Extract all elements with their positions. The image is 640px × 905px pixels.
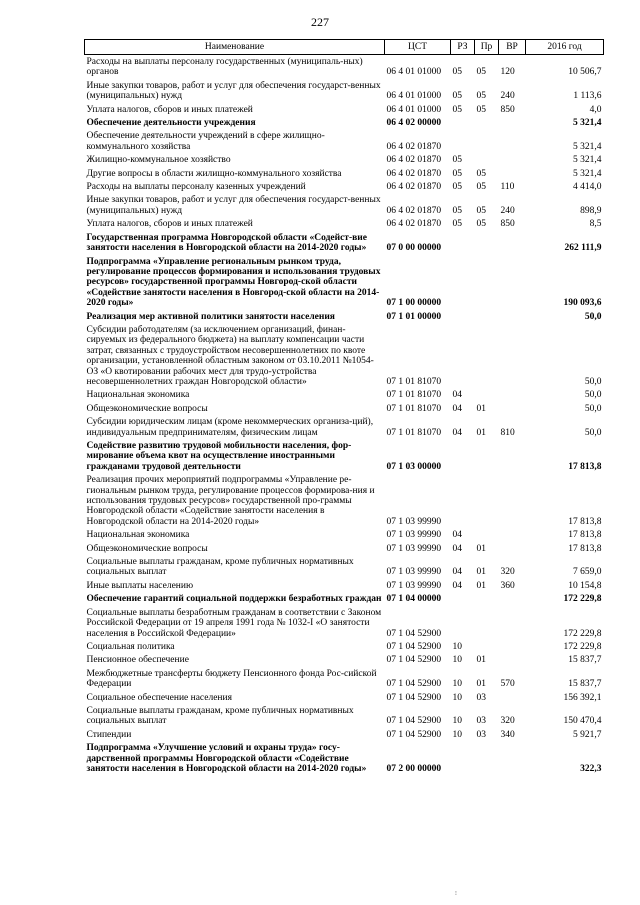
row-cst: 07 1 04 52900 (386, 729, 442, 740)
row-cst: 06 4 01 01000 (386, 104, 442, 115)
row-name: Социальные выплаты гражданам, кроме публичных нормативных социальных выплат (86, 557, 354, 578)
row-name: Субсидии работодателям (за исключением организаций, финан-сируемых из федерального бюджета) на выплату компенсации части затрат, связанных с трудоустройством несовершеннолетних по квоте организации, установленной областным законом от 03.10.2011 №1054-ОЗ «О квотировании рабочих мест для трудо-устройства несовершеннолетних граждан Новгородской области» (86, 324, 374, 387)
table-row (85, 323, 604, 388)
row-pr: 01 (476, 403, 486, 414)
row-rz (451, 323, 475, 388)
row-vr (499, 153, 526, 166)
row-pr: 01 (476, 543, 486, 554)
row-sum: 8,5 (589, 219, 602, 230)
row-pr: 05 (476, 67, 486, 78)
row-name: Социальная политика (86, 641, 175, 652)
row-sum: 5 321,4 (573, 118, 602, 129)
row-sum: 50,0 (584, 403, 602, 414)
row-name: Национальная экономика (86, 390, 190, 401)
row-vr: 320 (500, 716, 515, 727)
row-cst: 07 1 03 99990 (386, 530, 442, 541)
row-pr (475, 255, 499, 310)
table-row (85, 180, 604, 193)
row-pr (475, 310, 499, 323)
row-sum: 17 813,8 (568, 530, 602, 541)
row-rz: 04 (452, 427, 462, 438)
row-sum: 1 113,6 (573, 91, 602, 102)
table-row (85, 415, 604, 439)
row-cst: 07 1 01 81070 (386, 403, 442, 414)
table-row (85, 592, 604, 605)
row-sum: 4 414,0 (573, 182, 602, 193)
row-rz: 05 (452, 205, 462, 216)
row-rz: 04 (452, 390, 462, 401)
row-vr (499, 402, 526, 415)
row-name: Реализация прочих мероприятий подпрограммы «Управление ре-гиональным рынком труда, регулирование процессов формирова-ния и использования трудовых ресурсов» государственной про-граммы Новгородской области «Содействие занятости населения в Новгородской области на 2014-2020 годы» (86, 475, 375, 527)
row-rz (451, 231, 475, 255)
row-sum: 15 837,7 (568, 655, 602, 666)
row-rz: 05 (452, 219, 462, 230)
row-rz: 10 (452, 692, 462, 703)
table-row (85, 103, 604, 116)
row-name: Расходы на выплаты персоналу казенных учреждений (86, 182, 306, 193)
row-pr: 05 (476, 182, 486, 193)
row-vr: 850 (500, 219, 515, 230)
row-cst: 06 4 02 01870 (386, 168, 442, 179)
row-vr: 810 (500, 427, 515, 438)
table-row (85, 55, 604, 79)
row-sum: 50,0 (584, 376, 602, 387)
table-row (85, 116, 604, 129)
row-rz: 10 (452, 655, 462, 666)
row-sum: 190 093,6 (563, 298, 602, 309)
table-row (85, 579, 604, 592)
row-cst: 07 0 00 00000 (386, 243, 442, 254)
row-pr (475, 153, 499, 166)
row-vr (499, 691, 526, 704)
row-pr: 01 (476, 567, 486, 578)
table-row (85, 310, 604, 323)
row-name: Субсидии юридическим лицам (кроме некоммерческих организа-ций), индивидуальным предпринимателям, физическим лицам (86, 417, 374, 438)
page-number: 227 (311, 15, 329, 29)
row-pr: 01 (476, 679, 486, 690)
table-row (85, 640, 604, 653)
row-cst: 07 1 04 52900 (386, 641, 442, 652)
table-row (85, 728, 604, 741)
row-cst: 07 1 01 81070 (386, 427, 442, 438)
row-pr: 05 (476, 104, 486, 115)
row-rz: 05 (452, 182, 462, 193)
row-vr: 240 (500, 205, 515, 216)
table-row (85, 402, 604, 415)
row-sum: 172 229,8 (563, 628, 602, 639)
table-row (85, 653, 604, 666)
row-cst: 07 2 00 00000 (386, 763, 442, 774)
row-name: Содействие развитию трудовой мобильности населения, фор-мирование объема квот на осуществление иностранными гражданами трудовой деятельности (86, 441, 352, 472)
row-cst: 07 1 01 81070 (386, 390, 442, 401)
row-pr (475, 388, 499, 401)
row-pr (475, 741, 499, 775)
table-row (85, 231, 604, 255)
row-sum: 898,9 (580, 205, 602, 216)
row-pr: 05 (476, 205, 486, 216)
row-cst: 06 4 01 01000 (386, 67, 442, 78)
row-pr: 01 (476, 655, 486, 666)
header-vr: ВР (499, 40, 526, 55)
row-rz: 10 (452, 729, 462, 740)
row-vr (499, 231, 526, 255)
row-name: Пенсионное обеспечение (86, 655, 189, 666)
row-sum: 50,0 (584, 427, 602, 438)
row-rz: 05 (452, 104, 462, 115)
row-sum: 5 921,7 (573, 729, 602, 740)
row-pr: 03 (476, 729, 486, 740)
row-name: Социальные выплаты безработным гражданам в соответствии с Законом Российской Федерации от 19 апреля 1991 года № 1032-I «О занятости населения в Российской Федерации» (86, 607, 382, 639)
row-rz (451, 592, 475, 605)
row-pr (475, 592, 499, 605)
row-name: Государственная программа Новгородской области «Содейст-вие занятости населения в Новгородской области на 2014-2020 годы» (86, 232, 367, 254)
row-cst: 07 1 03 99990 (386, 580, 442, 591)
row-rz: 04 (452, 543, 462, 554)
row-sum: 17 813,8 (568, 461, 602, 472)
row-vr (499, 439, 526, 473)
header-year: 2016 год (526, 40, 604, 55)
row-name: Уплата налогов, сборов и иных платежей (86, 104, 253, 115)
row-rz: 05 (452, 91, 462, 102)
row-vr (499, 606, 526, 640)
footer-mark: ⁝ (455, 891, 457, 897)
row-pr (475, 129, 499, 153)
row-cst: 07 1 01 00000 (386, 311, 442, 322)
header-cst: ЦСТ (385, 40, 451, 55)
row-cst: 07 1 04 52900 (386, 692, 442, 703)
row-vr: 850 (500, 104, 515, 115)
row-vr: 340 (500, 729, 515, 740)
table-row (85, 473, 604, 528)
row-sum: 15 837,7 (568, 679, 602, 690)
table-row (85, 255, 604, 310)
table-row (85, 555, 604, 579)
row-rz: 05 (452, 155, 462, 166)
table-row (85, 153, 604, 166)
row-name: Межбюджетные трансферты бюджету Пенсионного фонда Рос-сийской Федерации (86, 668, 377, 690)
row-cst: 06 4 02 01870 (386, 155, 442, 166)
row-vr: 320 (500, 567, 515, 578)
row-cst: 07 1 01 81070 (386, 376, 442, 387)
row-rz: 10 (452, 716, 462, 727)
row-rz: 10 (452, 679, 462, 690)
row-sum: 7 659,0 (573, 567, 602, 578)
row-name: Общеэкономические вопросы (86, 403, 208, 414)
row-sum: 172 229,8 (563, 594, 602, 605)
row-vr (499, 388, 526, 401)
row-rz (451, 129, 475, 153)
row-vr: 360 (500, 580, 515, 591)
row-pr: 01 (476, 580, 486, 591)
row-rz (451, 741, 475, 775)
row-sum: 5 321,4 (573, 155, 602, 166)
row-sum: 50,0 (584, 390, 602, 401)
row-pr (475, 439, 499, 473)
row-vr (499, 167, 526, 180)
row-cst: 06 4 02 01870 (386, 205, 442, 216)
table-row (85, 528, 604, 541)
budget-table (84, 39, 604, 775)
row-cst: 07 1 04 52900 (386, 716, 442, 727)
row-pr (475, 323, 499, 388)
row-sum: 5 321,4 (573, 141, 602, 152)
row-vr (499, 323, 526, 388)
header-pr: Пр (475, 40, 499, 55)
row-cst: 06 4 02 01870 (386, 219, 442, 230)
table-row (85, 79, 604, 103)
row-vr: 570 (500, 679, 515, 690)
row-sum: 17 813,8 (568, 516, 602, 527)
table-row (85, 741, 604, 775)
row-pr: 05 (476, 168, 486, 179)
row-rz (451, 116, 475, 129)
row-rz: 05 (452, 67, 462, 78)
row-rz: 04 (452, 567, 462, 578)
row-cst: 07 1 04 00000 (386, 594, 442, 605)
row-cst: 06 4 01 01000 (386, 91, 442, 102)
row-vr (499, 542, 526, 555)
row-cst: 07 1 04 52900 (386, 679, 442, 690)
row-vr (499, 255, 526, 310)
row-sum: 150 470,4 (563, 716, 602, 727)
row-name: Другие вопросы в области жилищно-коммунального хозяйства (86, 168, 342, 179)
row-pr (475, 640, 499, 653)
row-pr (475, 606, 499, 640)
row-rz: 04 (452, 530, 462, 541)
row-pr: 03 (476, 692, 486, 703)
row-cst: 06 4 02 01870 (386, 141, 442, 152)
row-sum: 322,3 (580, 763, 602, 774)
table-row (85, 217, 604, 230)
table-row (85, 691, 604, 704)
row-cst: 07 1 04 52900 (386, 628, 442, 639)
row-pr (475, 116, 499, 129)
table-row (85, 667, 604, 691)
row-sum: 5 321,4 (573, 168, 602, 179)
row-vr: 110 (500, 182, 515, 193)
row-sum: 10 506,7 (568, 67, 602, 78)
row-rz: 04 (452, 580, 462, 591)
row-name: Социальные выплаты гражданам, кроме публичных нормативных социальных выплат (86, 705, 354, 727)
row-vr (499, 592, 526, 605)
row-pr (475, 528, 499, 541)
row-sum: 156 392,1 (563, 692, 602, 703)
row-name: Национальная экономика (86, 530, 190, 541)
row-cst: 07 1 03 99990 (386, 543, 442, 554)
row-name: Расходы на выплаты персоналу государственных (муниципаль-ных) органов (86, 57, 363, 78)
row-vr (499, 310, 526, 323)
table-row (85, 439, 604, 473)
row-rz (451, 310, 475, 323)
table-row (85, 388, 604, 401)
row-vr (499, 741, 526, 775)
table-row (85, 129, 604, 153)
row-name: Жилищно-коммунальное хозяйство (86, 155, 231, 166)
row-name: Реализация мер активной политики занятости населения (86, 311, 335, 322)
header-rz: РЗ (451, 40, 475, 55)
row-rz: 04 (452, 403, 462, 414)
row-cst: 06 4 02 01870 (386, 182, 442, 193)
row-vr (499, 653, 526, 666)
row-rz (451, 473, 475, 528)
row-name: Иные выплаты населению (86, 580, 194, 591)
table-row (85, 704, 604, 728)
row-cst: 07 1 03 99990 (386, 516, 442, 527)
row-name: Обеспечение гарантий социальной поддержки безработных граждан (86, 594, 382, 605)
row-name: Подпрограмма «Управление региональным рынком труда, регулирование процессов формирования и использования трудовых ресурсов» государственной программы Новгород-ской области «Содействие занятости населения в Новгород-ской области на 2014-2020 годы» (86, 256, 381, 309)
row-vr (499, 640, 526, 653)
row-name: Общеэкономические вопросы (86, 543, 208, 554)
row-vr (499, 116, 526, 129)
row-cst: 07 1 00 00000 (386, 298, 442, 309)
row-cst: 07 1 03 00000 (386, 461, 442, 472)
header-name: Наименование (85, 40, 385, 55)
row-pr (475, 231, 499, 255)
table-row (85, 193, 604, 217)
row-name: Иные закупки товаров, работ и услуг для обеспечения государст-венных (муниципальных) нужд (86, 195, 381, 216)
row-name: Обеспечение деятельности учреждения (86, 118, 256, 129)
row-pr: 05 (476, 219, 486, 230)
row-name: Подпрограмма «Улучшение условий и охраны труда» госу-дарственной программы Новгородской области «Содействие занятости населения в Новгородской области на 2014-2020 годы» (86, 743, 367, 774)
row-pr: 01 (476, 427, 486, 438)
table-header (85, 40, 604, 55)
row-cst: 07 1 04 52900 (386, 655, 442, 666)
row-vr (499, 129, 526, 153)
row-sum: 10 154,8 (568, 580, 602, 591)
row-sum: 50,0 (584, 311, 602, 322)
row-rz: 10 (452, 641, 462, 652)
row-rz (451, 606, 475, 640)
row-name: Иные закупки товаров, работ и услуг для обеспечения государст-венных (муниципальных) нужд (86, 80, 381, 102)
row-rz (451, 255, 475, 310)
row-vr: 240 (500, 91, 515, 102)
row-sum: 4,0 (589, 104, 602, 115)
row-sum: 172 229,8 (563, 641, 602, 652)
row-name: Уплата налогов, сборов и иных платежей (86, 219, 253, 230)
row-cst: 07 1 03 99990 (386, 567, 442, 578)
table-row (85, 542, 604, 555)
row-cst: 06 4 02 00000 (386, 118, 442, 129)
row-vr (499, 473, 526, 528)
row-vr: 120 (500, 67, 515, 78)
row-pr: 05 (476, 91, 486, 102)
row-vr (499, 528, 526, 541)
row-pr: 03 (476, 716, 486, 727)
table-row (85, 606, 604, 640)
row-sum: 17 813,8 (568, 543, 602, 554)
row-name: Социальное обеспечение населения (86, 692, 232, 703)
row-name: Обеспечение деятельности учреждений в сфере жилищно-коммунального хозяйства (86, 131, 325, 152)
row-sum: 262 111,9 (564, 243, 602, 254)
row-name: Стипендии (86, 729, 132, 740)
table-row (85, 167, 604, 180)
row-rz (451, 439, 475, 473)
row-pr (475, 473, 499, 528)
row-rz: 05 (452, 168, 462, 179)
table-body (85, 55, 604, 776)
